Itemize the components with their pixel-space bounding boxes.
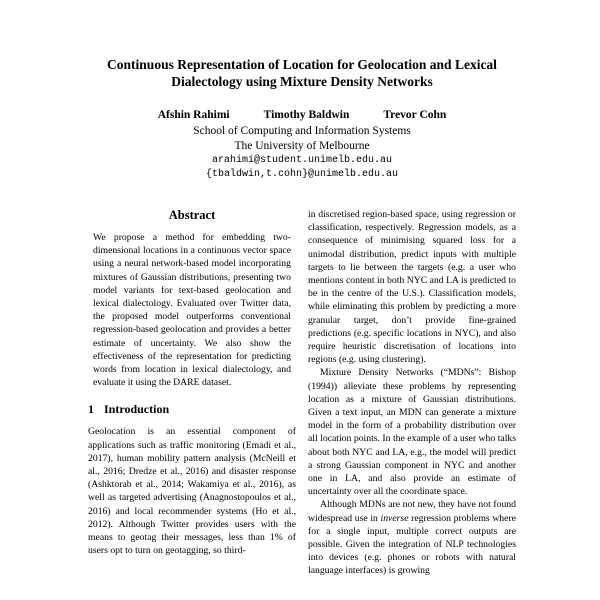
- affiliation-line: The University of Melbourne: [234, 139, 370, 152]
- paragraph-text: regression problems where for a single input, multiple correct outputs are possible. Given the integration of NLP technologies into devices (e.g. phones or robots with natural language interfaces) is growing: [308, 512, 516, 577]
- section-title: Introduction: [104, 402, 170, 417]
- author-list: [88, 109, 516, 121]
- author-name: Afshin Rahimi: [157, 109, 230, 121]
- author-name: Timothy Baldwin: [263, 109, 350, 121]
- body-paragraph: in discretised region-based space, using regression or classification, respectively. Regression models, as a consequence of minimising squared loss for a unimodal distribution, predict inputs with multiple targets to lie between the targets (e.g. a user who mentions content in both NYC and LA is predicted to be in the centre of the U.S.). Classification models, while eliminating this problem by predicting a more granular target, don’t provide fine-grained predictions (e.g. specific locations in NYC), and also require heuristic discretisation of locations into regions (e.g. using clustering).: [308, 209, 516, 366]
- body-paragraph: Mixture Density Networks (“MDNs”: Bishop (1994)) alleviate these problems by representing location as a mixture of Gaussian distributions. Given a text input, an MDN can generate a mixture model in the form of a probability distribution over all location points. In the example of a user who talks about both NYC and LA, e.g., the model will predict a strong Gaussian component in NYC and another one in LA, and also provide an estimate of uncertainty over all the coordinate space.: [308, 367, 516, 498]
- two-column-body: [88, 208, 516, 578]
- section-number: 1: [88, 402, 94, 417]
- intro-paragraph: Geolocation is an essential component of applications such as traffic monitoring (Emadi et al., 2017), human mobility pattern analysis (McNeill et al., 2016; Dredze et al., 2016) and disaster response (Ashktorab et al., 2014; Wakamiya et al., 2016), as well as targeted advertising (Anagnostopoulos et al., 2016) and local recommender systems (Ho et al., 2012). Although Twitter provides users with the means to geotag their messages, less than 1% of users opt to turn on geotagging, so third-: [88, 426, 296, 557]
- abstract-heading: Abstract: [168, 208, 216, 222]
- left-column: [88, 208, 296, 578]
- body-paragraph: [308, 498, 516, 577]
- abstract-text: We propose a method for embedding two-dimensional locations in a continuous vector space using a neural network-based model incorporating mixtures of Gaussian distributions, presenting two model variants for text-based geolocation and lexical dialectology. Evaluated over Twitter data, the proposed model outperforms conventional regression-based geolocation and provides a better estimate of uncertainty. We also show the effectiveness of the representation for predicting words from location in lexical dialectology, and evaluate it using the DARE dataset.: [93, 232, 291, 389]
- section-heading-introduction: [88, 402, 296, 417]
- affiliation: [88, 124, 516, 153]
- author-emails: [88, 154, 516, 182]
- paragraph-text: Although MDNs are not new, they have not found widespread use in: [308, 499, 516, 524]
- author-name: Trevor Cohn: [383, 109, 447, 121]
- paper-title: Continuous Representation of Location for Geolocation and Lexical Dialectology using Mixture Density Networks: [107, 57, 497, 89]
- right-column: [308, 208, 516, 578]
- emphasized-word: inverse: [380, 512, 409, 524]
- affiliation-line: School of Computing and Information Systems: [193, 125, 411, 137]
- email-line: {tbaldwin,t.cohn}@unimelb.edu.au: [205, 169, 399, 180]
- email-line: arahimi@student.unimelb.edu.au: [211, 155, 393, 166]
